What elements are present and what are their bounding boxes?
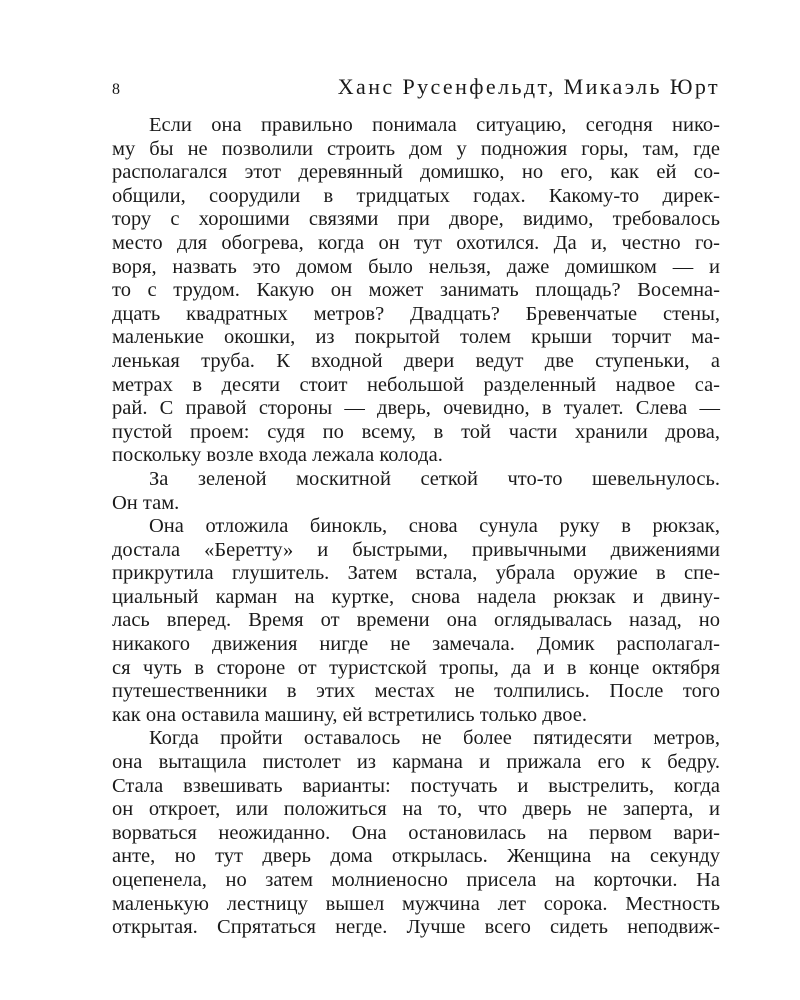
text-line: дцать квадратных метров? Двадцать? Бревенчатые стены, [112, 302, 720, 325]
text-line: воря, назвать это домом было нельзя, даже домишком — и [112, 255, 720, 278]
text-line: тору с хорошими связями при дворе, видимо, требовалось [112, 208, 720, 231]
paragraph-1 [112, 114, 720, 468]
page-number: 8 [112, 81, 120, 98]
text-line: лась вперед. Время от времени она оглядывалась назад, но [112, 609, 720, 632]
running-head [112, 74, 720, 102]
text-line: поскольку возле входа лежала колода. [112, 444, 443, 467]
text-line: достала «Беретту» и быстрыми, привычными движениями [112, 538, 720, 561]
text-line: Она отложила бинокль, снова сунула руку в рюкзак, [149, 515, 720, 538]
text-line: ленькая труба. К входной двери ведут две ступеньки, а [112, 349, 720, 372]
text-line: циальный карман на куртке, снова надела рюкзак и двину- [112, 585, 720, 608]
text-line: никакого движения нигде не замечала. Домик располагал- [112, 633, 720, 656]
paragraph-2 [112, 468, 720, 515]
text-line: Когда пройти оставалось не более пятидесяти метров, [149, 727, 720, 750]
text-line: то с трудом. Какую он может занимать площадь? Восемна- [112, 279, 720, 302]
text-line: ворваться неожиданно. Она остановилась на первом вари- [112, 821, 720, 844]
text-line: За зеленой москитной сеткой что-то шевельнулось. [149, 467, 720, 490]
text-line: оцепенела, но затем молниеносно присела на корточки. На [112, 869, 720, 891]
text-line: как она оставила машину, ей встретились только двое. [112, 703, 588, 726]
text-line: му бы не позволили строить дом у подножия горы, там, где [112, 137, 720, 160]
text-line: Стала взвешивать варианты: постучать и выстрелить, когда [112, 774, 720, 797]
text-line: Если она правильно понимала ситуацию, сегодня нико- [149, 114, 720, 136]
text-line: он откроет, или положиться на то, что дверь не заперта, и [112, 798, 720, 821]
text-line: путешественники в этих местах не толпились. После того [112, 680, 720, 703]
text-line: пустой проем: судя по всему, в той части хранили дрова, [112, 420, 720, 443]
text-line: анте, но тут дверь дома открылась. Женщина на секунду [112, 845, 720, 868]
text-line: маленькие окошки, из покрытой толем крыши торчит ма- [112, 326, 720, 349]
text-line: общили, соорудили в тридцатых годах. Какому-то дирек- [112, 184, 720, 207]
text-line: она вытащила пистолет из кармана и прижала его к бедру. [112, 751, 720, 774]
text-line: место для обогрева, когда он тут охотился. Да и, честно го- [112, 231, 720, 254]
text-line: ся чуть в стороне от туристской тропы, да и в конце октября [112, 656, 720, 679]
text-line: Он там. [112, 491, 180, 514]
body-text [112, 114, 720, 940]
text-line: рай. С правой стороны — дверь, очевидно, в туалет. Слева — [112, 397, 720, 420]
running-title: Ханс Русенфельдт, Микаэль Юрт [337, 74, 720, 99]
text-line: прикрутила глушитель. Затем встала, убрала оружие в спе- [112, 562, 720, 585]
text-line: располагался этот деревянный домишко, но его, как ей со- [112, 161, 720, 184]
text-line: открытая. Спрятаться негде. Лучше всего сидеть неподвиж- [112, 916, 720, 939]
paragraph-4 [112, 727, 720, 939]
text-line: маленькую лестницу вышел мужчина лет сорока. Местность [112, 892, 720, 915]
text-line: метрах в десяти стоит небольшой разделенный надвое са- [112, 373, 720, 396]
paragraph-3 [112, 515, 720, 727]
